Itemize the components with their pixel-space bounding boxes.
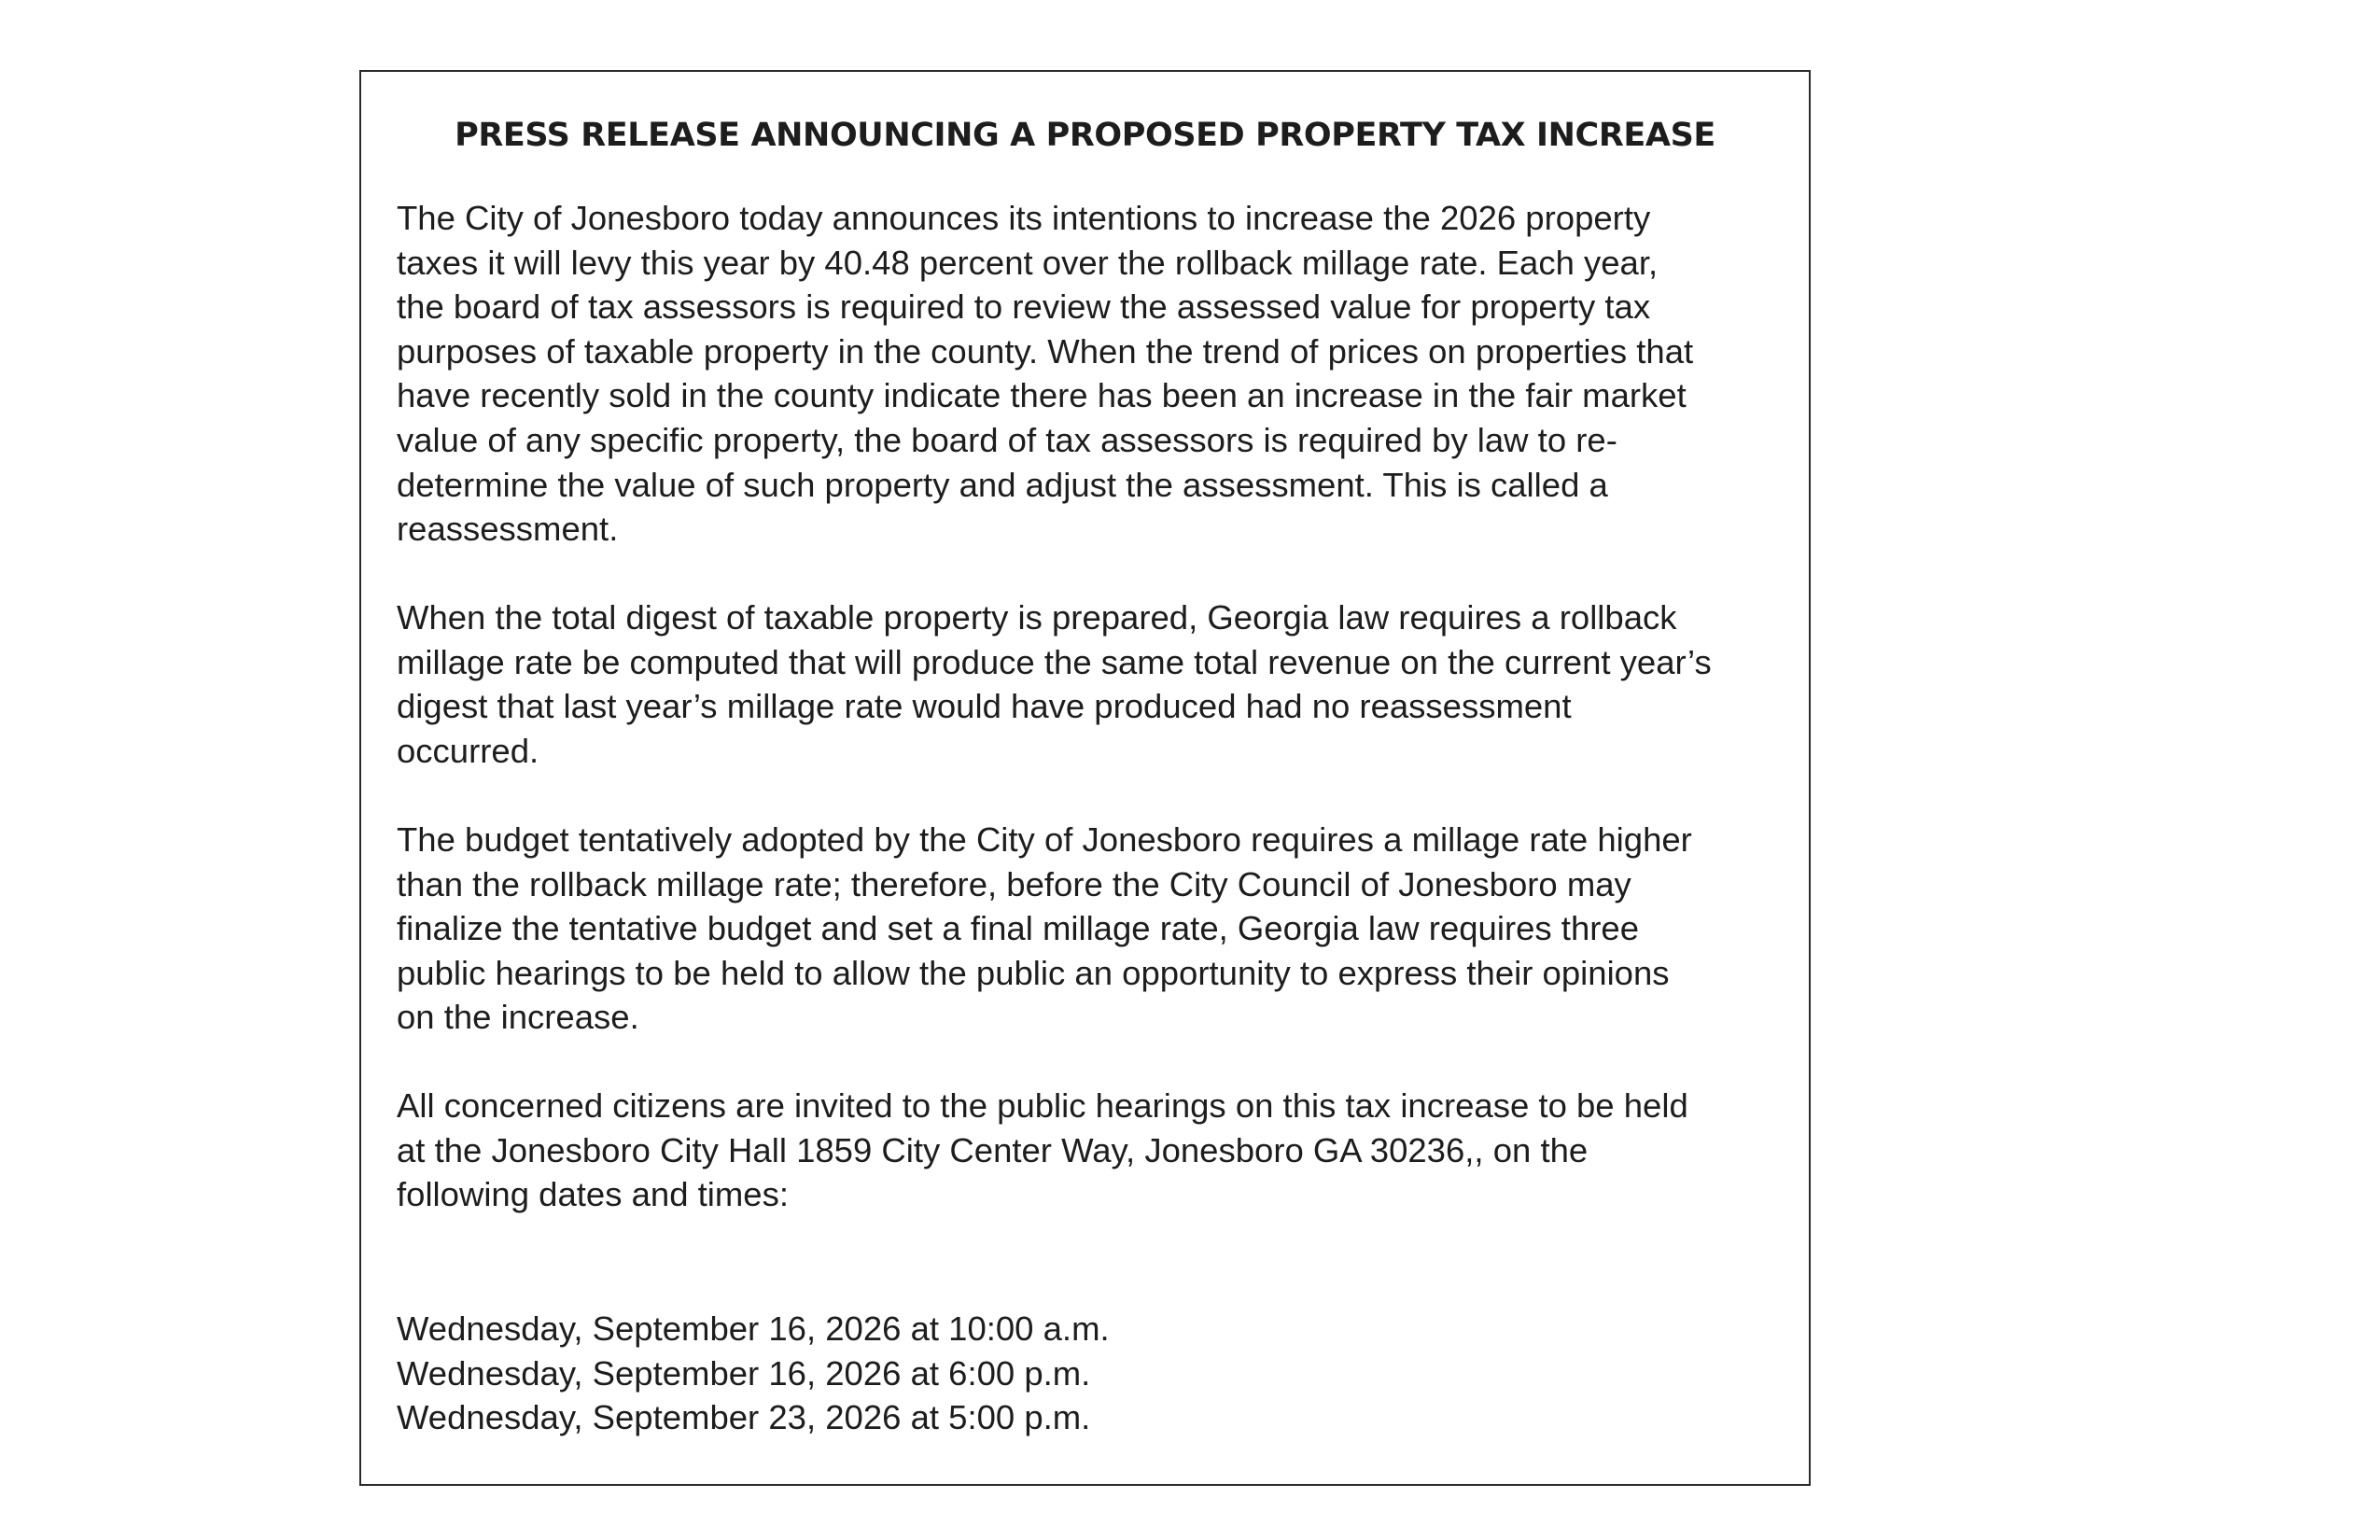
paragraph-line: value of any specific property, the board of tax assessors is required by law to re- <box>397 420 1617 459</box>
paragraph-line: than the rollback millage rate; therefore, before the City Council of Jonesboro may <box>397 864 1631 903</box>
paragraph-line: The City of Jonesboro today announces its intentions to increase the 2026 property <box>397 199 1651 237</box>
hearing-date: Wednesday, September 16, 2026 at 10:00 a.m. <box>397 1309 1110 1348</box>
paragraph-line: determine the value of such property and adjust the assessment. This is called a <box>397 465 1608 504</box>
press-release-notice <box>359 70 1811 1486</box>
paragraph-line: finalize the tentative budget and set a final millage rate, Georgia law requires three <box>397 909 1640 948</box>
paragraph-line: digest that last year’s millage rate would have produced had no reassessment <box>397 687 1572 726</box>
paragraph-tax-increase-announcement <box>397 196 1778 552</box>
paragraph-line: on the increase. <box>397 998 639 1037</box>
paragraph-line: When the total digest of taxable property is prepared, Georgia law requires a rollback <box>397 598 1677 637</box>
paragraph-line: following dates and times: <box>397 1175 789 1214</box>
paragraph-line: reassessment. <box>397 510 619 549</box>
hearing-dates-list <box>397 1307 1778 1440</box>
hearing-date: Wednesday, September 16, 2026 at 6:00 p.m. <box>397 1353 1091 1393</box>
paragraph-line: taxes it will levy this year by 40.48 percent over the rollback millage rate. Each year, <box>397 243 1659 282</box>
paragraph-line: public hearings to be held to allow the public an opportunity to express their opinions <box>397 953 1670 992</box>
hearing-date: Wednesday, September 23, 2026 at 5:00 p.m. <box>397 1398 1091 1437</box>
paragraph-line: All concerned citizens are invited to the public hearings on this tax increase to be held <box>397 1086 1688 1125</box>
paragraph-line: millage rate be computed that will produce the same total revenue on the current year’s <box>397 642 1712 681</box>
paragraph-line: The budget tentatively adopted by the City of Jonesboro requires a millage rate higher <box>397 820 1692 859</box>
notice-title: PRESS RELEASE ANNOUNCING A PROPOSED PROPERTY TAX INCREASE <box>455 117 1715 154</box>
paragraph-line: have recently sold in the county indicate there has been an increase in the fair market <box>397 376 1687 415</box>
paragraph-budget-hearings <box>397 818 1778 1040</box>
paragraph-line: purposes of taxable property in the county. When the trend of prices on properties that <box>397 331 1694 371</box>
paragraph-line: the board of tax assessors is required to review the assessed value for property tax <box>397 287 1651 327</box>
paragraph-line: at the Jonesboro City Hall 1859 City Center Way, Jonesboro GA 30236,, on the <box>397 1130 1589 1169</box>
paragraph-rollback-rate <box>397 595 1778 773</box>
paragraph-line: occurred. <box>397 731 539 770</box>
paragraph-invitation <box>397 1084 1778 1217</box>
